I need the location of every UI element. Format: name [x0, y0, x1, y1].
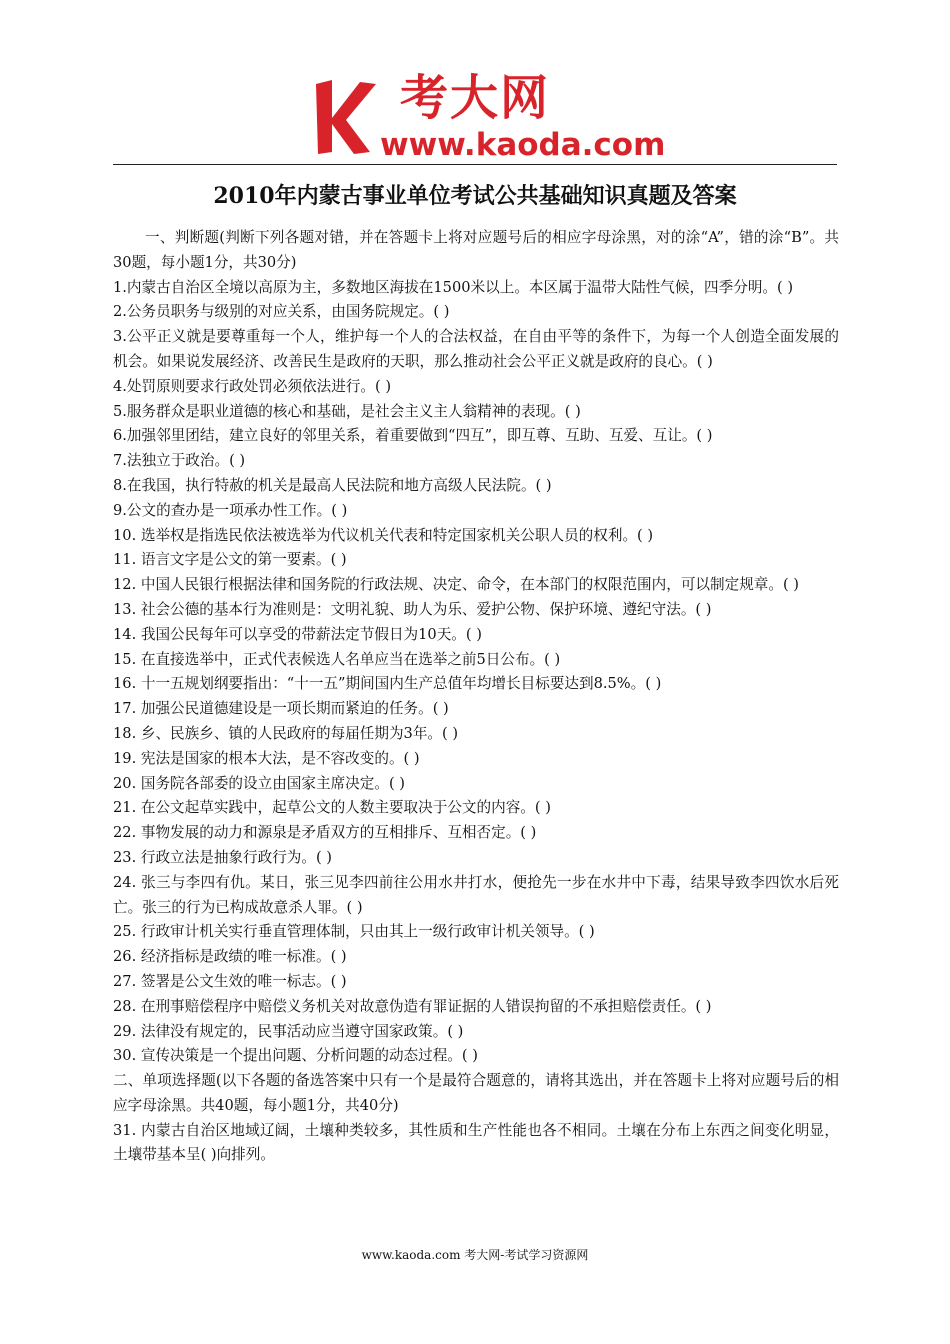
k-logo-icon	[310, 74, 380, 158]
question-item: 14. 我国公民每年可以享受的带薪法定节假日为10天。( )	[113, 625, 482, 643]
question-item: 21. 在公文起草实践中，起草公文的人数主要取决于公文的内容。( )	[113, 799, 551, 817]
question-item: 28. 在刑事赔偿程序中赔偿义务机关对故意伪造有罪证据的人错误拘留的不承担赔偿责任。( )	[113, 997, 712, 1015]
question-item: 9.公文的查办是一项承办性工作。( )	[113, 501, 348, 519]
question-item: 25. 行政审计机关实行垂直管理体制，只由其上一级行政审计机关领导。( )	[113, 923, 595, 941]
page-footer: www.kaoda.com 考大网-考试学习资源网	[361, 1248, 589, 1262]
document-body	[113, 226, 839, 1168]
question-item: 12. 中国人民银行根据法律和国务院的行政法规、决定、命令，在本部门的权限范围内，可以制定规章。( )	[113, 576, 800, 594]
header-divider	[113, 164, 837, 165]
section-1-intro: 一、判断题(判断下列各题对错，并在答题卡上将对应题号后的相应字母涂黑，对的涂“A”，错的涂“B”。共30题，每小题1分，共30分)	[113, 229, 839, 271]
section-2-intro: 二、单项选择题(以下各题的备选答案中只有一个是最符合题意的，请将其选出，并在答题卡上将对应题号后的相应字母涂黑。共40题，每小题1分，共40分)	[113, 1072, 839, 1114]
logo-chinese-text: 考大网	[400, 70, 551, 126]
question-item: 31. 内蒙古自治区地域辽阔，土壤种类较多，其性质和生产性能也各不相同。土壤在分布上东西之间变化明显，土壤带基本呈( )向排列。	[113, 1121, 839, 1164]
question-item: 27. 签署是公文生效的唯一标志。( )	[113, 972, 347, 990]
question-item: 13. 社会公德的基本行为准则是：文明礼貌、助人为乐、爱护公物、保护环境、遵纪守法。( )	[113, 600, 712, 618]
question-item: 6.加强邻里团结，建立良好的邻里关系，着重要做到“四互”，即互尊、互助、互爱、互让。( )	[113, 427, 713, 445]
question-item: 22. 事物发展的动力和源泉是矛盾双方的互相排斥、互相否定。( )	[113, 824, 537, 842]
question-item: 29. 法律没有规定的，民事活动应当遵守国家政策。( )	[113, 1022, 464, 1040]
question-item: 1.内蒙古自治区全境以高原为主，多数地区海拔在1500米以上。本区属于温带大陆性气候，四季分明。( )	[113, 278, 794, 296]
question-item: 20. 国务院各部委的设立由国家主席决定。( )	[113, 774, 405, 792]
question-item: 7.法独立于政治。( )	[113, 452, 246, 470]
document-title: 2010年内蒙古事业单位考试公共基础知识真题及答案	[213, 183, 737, 209]
question-item: 23. 行政立法是抽象行政行为。( )	[113, 848, 332, 866]
logo-url-text: www.kaoda.com	[380, 127, 666, 163]
question-item: 24. 张三与李四有仇。某日，张三见李四前往公用水井打水，便抢先一步在水井中下毒，结果导致李四饮水后死亡。张三的行为已构成故意杀人罪。( )	[113, 873, 839, 916]
question-item: 3.公平正义就是要尊重每一个人，维护每一个人的合法权益，在自由平等的条件下，为每一个人创造全面发展的机会。如果说发展经济、改善民生是政府的天职，那么推动社会公平正义就是政府的良心。( )	[113, 328, 839, 370]
question-item: 11. 语言文字是公文的第一要素。( )	[113, 551, 347, 569]
question-item: 30. 宣传决策是一个提出问题、分析问题的动态过程。( )	[113, 1047, 478, 1065]
question-item: 5.服务群众是职业道德的核心和基础，是社会主义主人翁精神的表现。( )	[113, 402, 581, 420]
question-item: 19. 宪法是国家的根本大法，是不容改变的。( )	[113, 749, 420, 767]
question-item: 15. 在直接选举中，正式代表候选人名单应当在选举之前5日公布。( )	[113, 650, 561, 668]
question-list	[113, 276, 839, 1070]
question-item: 26. 经济指标是政绩的唯一标准。( )	[113, 948, 347, 966]
question-item: 17. 加强公民道德建设是一项长期而紧迫的任务。( )	[113, 700, 449, 718]
question-item: 2.公务员职务与级别的对应关系，由国务院规定。( )	[113, 303, 450, 321]
question-item: 8.在我国，执行特赦的机关是最高人民法院和地方高级人民法院。( )	[113, 476, 552, 494]
question-item: 4.处罚原则要求行政处罚必须依法进行。( )	[113, 377, 392, 395]
question-item: 10. 选举权是指选民依法被选举为代议机关代表和特定国家机关公职人员的权利。( )	[113, 526, 654, 544]
kaoda-logo	[310, 70, 666, 163]
question-item: 18. 乡、民族乡、镇的人民政府的每届任期为3年。( )	[113, 724, 459, 742]
question-item: 16. 十一五规划纲要指出：“十一五”期间国内生产总值年均增长目标要达到8.5%。( )	[113, 675, 662, 693]
